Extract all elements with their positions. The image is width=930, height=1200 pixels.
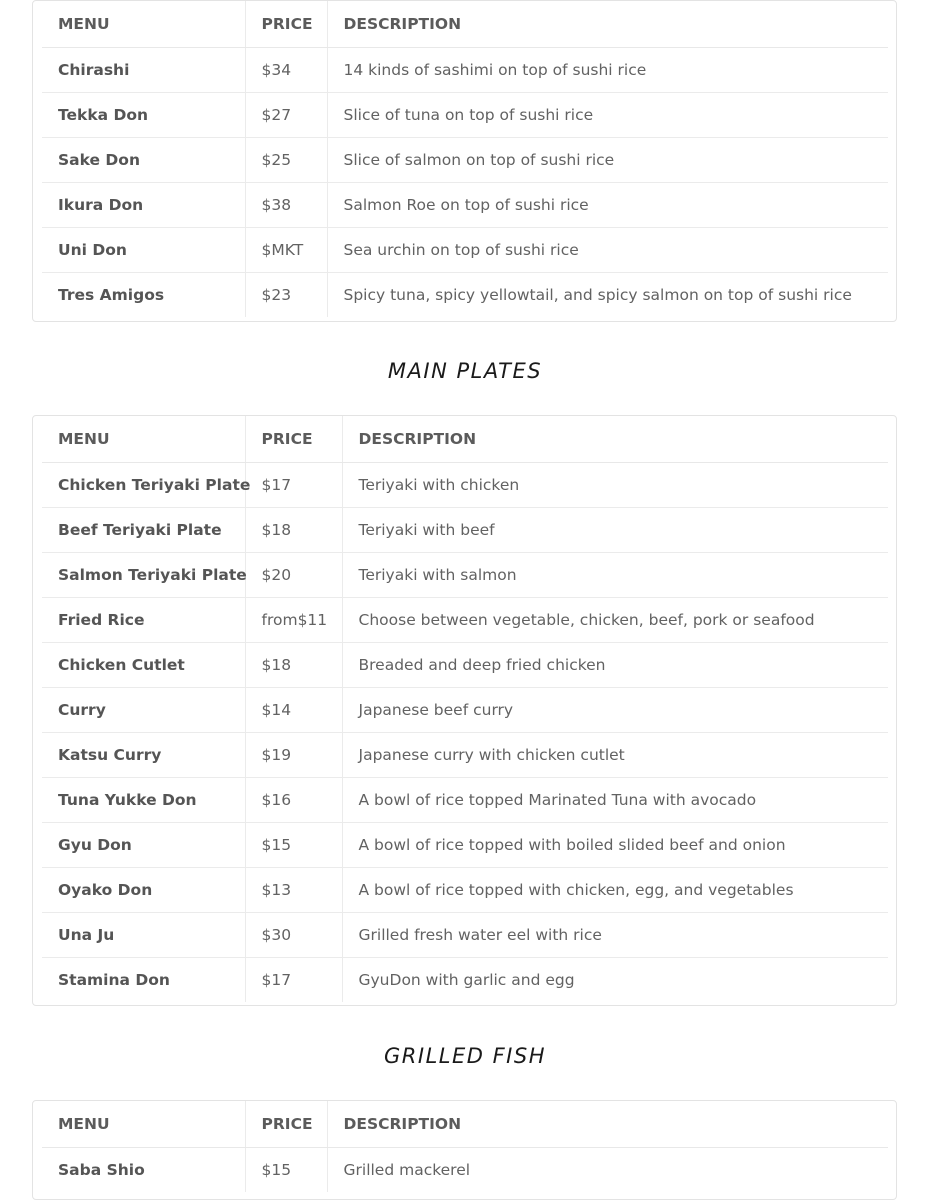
menu-column-header: MENU: [42, 1101, 245, 1148]
menu-item-price: $27: [245, 93, 327, 138]
table-row: [42, 553, 888, 598]
table-row: [42, 913, 888, 958]
table-row: [42, 688, 888, 733]
menu-item-price: $25: [245, 138, 327, 183]
menu-item-description: Salmon Roe on top of sushi rice: [327, 183, 888, 228]
menu-item-name: Tuna Yukke Don: [42, 778, 245, 823]
menu-item-price: $34: [245, 48, 327, 93]
menu-item-description: Choose between vegetable, chicken, beef, pork or seafood: [342, 598, 888, 643]
menu-item-name: Saba Shio: [58, 1161, 145, 1179]
price-column-header: PRICE: [245, 1101, 327, 1148]
menu-item-description: Breaded and deep fried chicken: [342, 643, 888, 688]
menu-item-name: Ikura Don: [42, 183, 245, 228]
menu-item-description: Grilled fresh water eel with rice: [342, 913, 888, 958]
table-header-row: [42, 416, 888, 463]
table-row: [42, 958, 888, 1003]
menu-item-price: $17: [245, 958, 342, 1003]
menu-item-description: Spicy tuna, spicy yellowtail, and spicy salmon on top of sushi rice: [327, 273, 888, 318]
menu-column-header: MENU: [42, 416, 245, 463]
menu-item-price: $30: [245, 913, 342, 958]
table-row: [42, 1148, 888, 1193]
menu-item-name: Tekka Don: [42, 93, 245, 138]
menu-item-name: Katsu Curry: [42, 733, 245, 778]
main-plates-heading: MAIN PLATES: [387, 359, 543, 383]
table-header-row: [42, 1101, 888, 1148]
menu-item-description: Teriyaki with beef: [342, 508, 888, 553]
menu-item-description: A bowl of rice topped Marinated Tuna with avocado: [342, 778, 888, 823]
main-plates-menu-table: [32, 415, 897, 1006]
menu-item-price: $19: [245, 733, 342, 778]
menu-item-name: Chirashi: [58, 61, 130, 79]
menu-item-name: Chicken Teriyaki Plate: [58, 476, 251, 494]
menu-item-name: Sake Don: [42, 138, 245, 183]
menu-item-name: Chicken Cutlet: [42, 643, 245, 688]
table-header-row: [42, 1, 888, 48]
menu-item-price: $18: [245, 508, 342, 553]
menu-item-name: Curry: [42, 688, 245, 733]
table-row: [42, 733, 888, 778]
table-row: [42, 228, 888, 273]
description-column-header: DESCRIPTION: [342, 416, 888, 463]
table-row: [42, 273, 888, 318]
menu-item-price: $15: [245, 1148, 327, 1193]
menu-item-name: Oyako Don: [42, 868, 245, 913]
grilled-fish-heading: GRILLED FISH: [384, 1044, 546, 1068]
menu-item-description: Japanese curry with chicken cutlet: [342, 733, 888, 778]
table-row: [42, 508, 888, 553]
menu-item-price: $14: [245, 688, 342, 733]
table-row: [42, 598, 888, 643]
table-row: [42, 868, 888, 913]
menu-item-price: $38: [245, 183, 327, 228]
menu-item-description: A bowl of rice topped with boiled slided beef and onion: [342, 823, 888, 868]
grilled-fish-menu-table: [32, 1100, 897, 1200]
menu-item-description: GyuDon with garlic and egg: [342, 958, 888, 1003]
table-row: [42, 778, 888, 823]
menu-item-name: Fried Rice: [42, 598, 245, 643]
menu-item-price: $20: [245, 553, 342, 598]
menu-item-price: $13: [245, 868, 342, 913]
menu-item-price: $18: [245, 643, 342, 688]
table-row: [42, 643, 888, 688]
menu-item-name: Una Ju: [42, 913, 245, 958]
menu-item-name: Stamina Don: [42, 958, 245, 1003]
menu-item-description: Teriyaki with chicken: [342, 463, 888, 508]
table-row: [42, 93, 888, 138]
menu-item-price: $MKT: [245, 228, 327, 273]
donburi-menu-table: [32, 0, 897, 322]
table-row: [42, 183, 888, 228]
menu-item-description: Grilled mackerel: [327, 1148, 888, 1193]
menu-item-price: $15: [245, 823, 342, 868]
menu-item-description: 14 kinds of sashimi on top of sushi rice: [327, 48, 888, 93]
menu-item-price: $23: [245, 273, 327, 318]
table-row: [42, 48, 888, 93]
menu-item-description: A bowl of rice topped with chicken, egg, and vegetables: [342, 868, 888, 913]
table-row: [42, 463, 888, 508]
menu-item-description: Slice of tuna on top of sushi rice: [327, 93, 888, 138]
menu-item-price: $17: [245, 463, 342, 508]
menu-item-description: Sea urchin on top of sushi rice: [327, 228, 888, 273]
table-row: [42, 823, 888, 868]
description-column-header: DESCRIPTION: [327, 1, 888, 48]
menu-item-description: Slice of salmon on top of sushi rice: [327, 138, 888, 183]
menu-item-price: $16: [245, 778, 342, 823]
menu-item-price: from$11: [245, 598, 342, 643]
price-column-header: PRICE: [245, 416, 342, 463]
menu-item-name: Tres Amigos: [42, 273, 245, 318]
menu-item-description: Japanese beef curry: [342, 688, 888, 733]
menu-column-header: MENU: [42, 1, 245, 48]
menu-item-name: Gyu Don: [42, 823, 245, 868]
description-column-header: DESCRIPTION: [327, 1101, 888, 1148]
table-row: [42, 138, 888, 183]
menu-item-description: Teriyaki with salmon: [342, 553, 888, 598]
menu-item-name: Uni Don: [42, 228, 245, 273]
menu-item-name: Beef Teriyaki Plate: [42, 508, 245, 553]
menu-item-name: Salmon Teriyaki Plate: [42, 553, 245, 598]
price-column-header: PRICE: [245, 1, 327, 48]
